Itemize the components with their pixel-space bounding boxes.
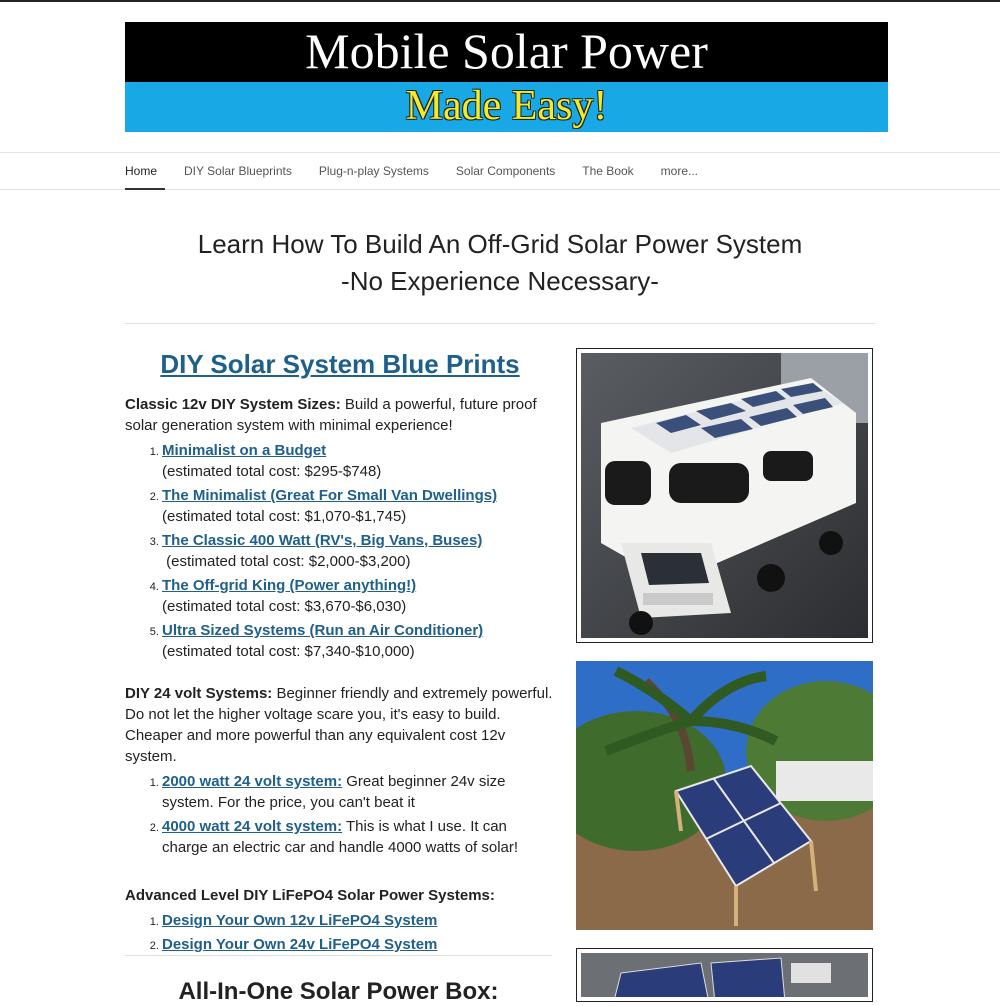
- cost-text: (estimated total cost: $7,340-$10,000): [162, 643, 415, 660]
- divider: [125, 323, 875, 324]
- rv-solar-photo: [576, 348, 873, 643]
- blueprints-title-link[interactable]: DIY Solar System Blue Prints: [160, 349, 520, 379]
- banner-subtitle: Made Easy!: [125, 82, 888, 132]
- system-link[interactable]: The Off-grid King (Power anything!): [162, 577, 417, 594]
- v24-intro: [125, 683, 555, 767]
- section-title: [125, 346, 555, 382]
- system-link[interactable]: Ultra Sized Systems (Run an Air Conditioner): [162, 622, 484, 639]
- system-description: Great beginner 24v size system. For the price, you can't beat it: [162, 773, 506, 811]
- ground-solar-panels-photo: [576, 661, 873, 930]
- blueprints-section: [125, 346, 555, 958]
- hero-line-1: Learn How To Build An Off-Grid Solar Power System: [197, 229, 803, 259]
- site-banner[interactable]: [125, 22, 888, 132]
- main-nav: [0, 152, 1000, 190]
- hero-line-2: -No Experience Necessary-: [341, 266, 659, 296]
- ground-panels-illustration: [576, 661, 873, 930]
- classic-intro: [125, 394, 555, 436]
- solar-box-heading: All-In-One Solar Power Box:: [178, 978, 499, 1005]
- system-link[interactable]: Design Your Own 24v LiFePO4 System: [162, 936, 438, 953]
- system-link[interactable]: The Minimalist (Great For Small Van Dwellings): [162, 487, 498, 504]
- list-item: [162, 485, 555, 527]
- classic-heading: Classic 12v DIY System Sizes:: [125, 396, 341, 413]
- cost-text: (estimated total cost: $3,670-$6,030): [162, 598, 407, 615]
- classic-text: Build a powerful, future proof solar generation system with minimal experience!: [125, 396, 537, 434]
- nav-item-home[interactable]: Home: [125, 153, 157, 189]
- nav-item-diy-solar-blueprints[interactable]: DIY Solar Blueprints: [184, 164, 292, 178]
- v24-text: Beginner friendly and extremely powerful. Do not let the higher voltage scare you, it's easy to build. Cheaper and more powerful than any equivalent cost 12v system.: [125, 685, 553, 765]
- cost-text: (estimated total cost: $295-$748): [162, 463, 382, 480]
- v24-heading: DIY 24 volt Systems:: [125, 685, 273, 702]
- list-item: [162, 575, 555, 617]
- cost-text: (estimated total cost: $2,000-$3,200): [162, 553, 411, 570]
- advanced-intro: [125, 885, 555, 906]
- system-link[interactable]: The Classic 400 Watt (RV's, Big Vans, Buses): [162, 532, 483, 549]
- system-description: This is what I use. It can charge an electric car and handle 4000 watts of solar!: [162, 818, 519, 856]
- system-link[interactable]: 4000 watt 24 volt system:: [162, 818, 343, 835]
- list-item: [162, 440, 555, 482]
- rv-photo-illustration: [581, 353, 868, 638]
- nav-item-more[interactable]: more...: [660, 164, 699, 178]
- van-roof-illustration: [581, 953, 868, 997]
- nav-item-solar-components[interactable]: Solar Components: [455, 164, 556, 178]
- nav-item-the-book[interactable]: The Book: [582, 164, 634, 178]
- system-link[interactable]: Design Your Own 12v LiFePO4 System: [162, 912, 438, 929]
- list-item: [162, 530, 555, 572]
- nav-item-plug-n-play-systems[interactable]: Plug-n-play Systems: [318, 164, 429, 178]
- divider: [125, 955, 552, 956]
- list-item: [162, 816, 555, 858]
- van-roof-solar-photo: [576, 948, 873, 1002]
- system-link[interactable]: 2000 watt 24 volt system:: [162, 773, 343, 790]
- system-link[interactable]: Minimalist on a Budget: [162, 442, 327, 459]
- v24-list: [125, 771, 555, 858]
- list-item: [162, 934, 555, 955]
- advanced-list: [125, 910, 555, 955]
- list-item: [162, 620, 555, 662]
- banner-title: Mobile Solar Power: [125, 22, 888, 82]
- cost-text: (estimated total cost: $1,070-$1,745): [162, 508, 407, 525]
- list-item: [162, 771, 555, 813]
- list-item: [162, 910, 555, 931]
- advanced-heading: Advanced Level DIY LiFePO4 Solar Power Systems:: [125, 887, 495, 904]
- hero-heading: [125, 226, 875, 300]
- classic-list: [125, 440, 555, 662]
